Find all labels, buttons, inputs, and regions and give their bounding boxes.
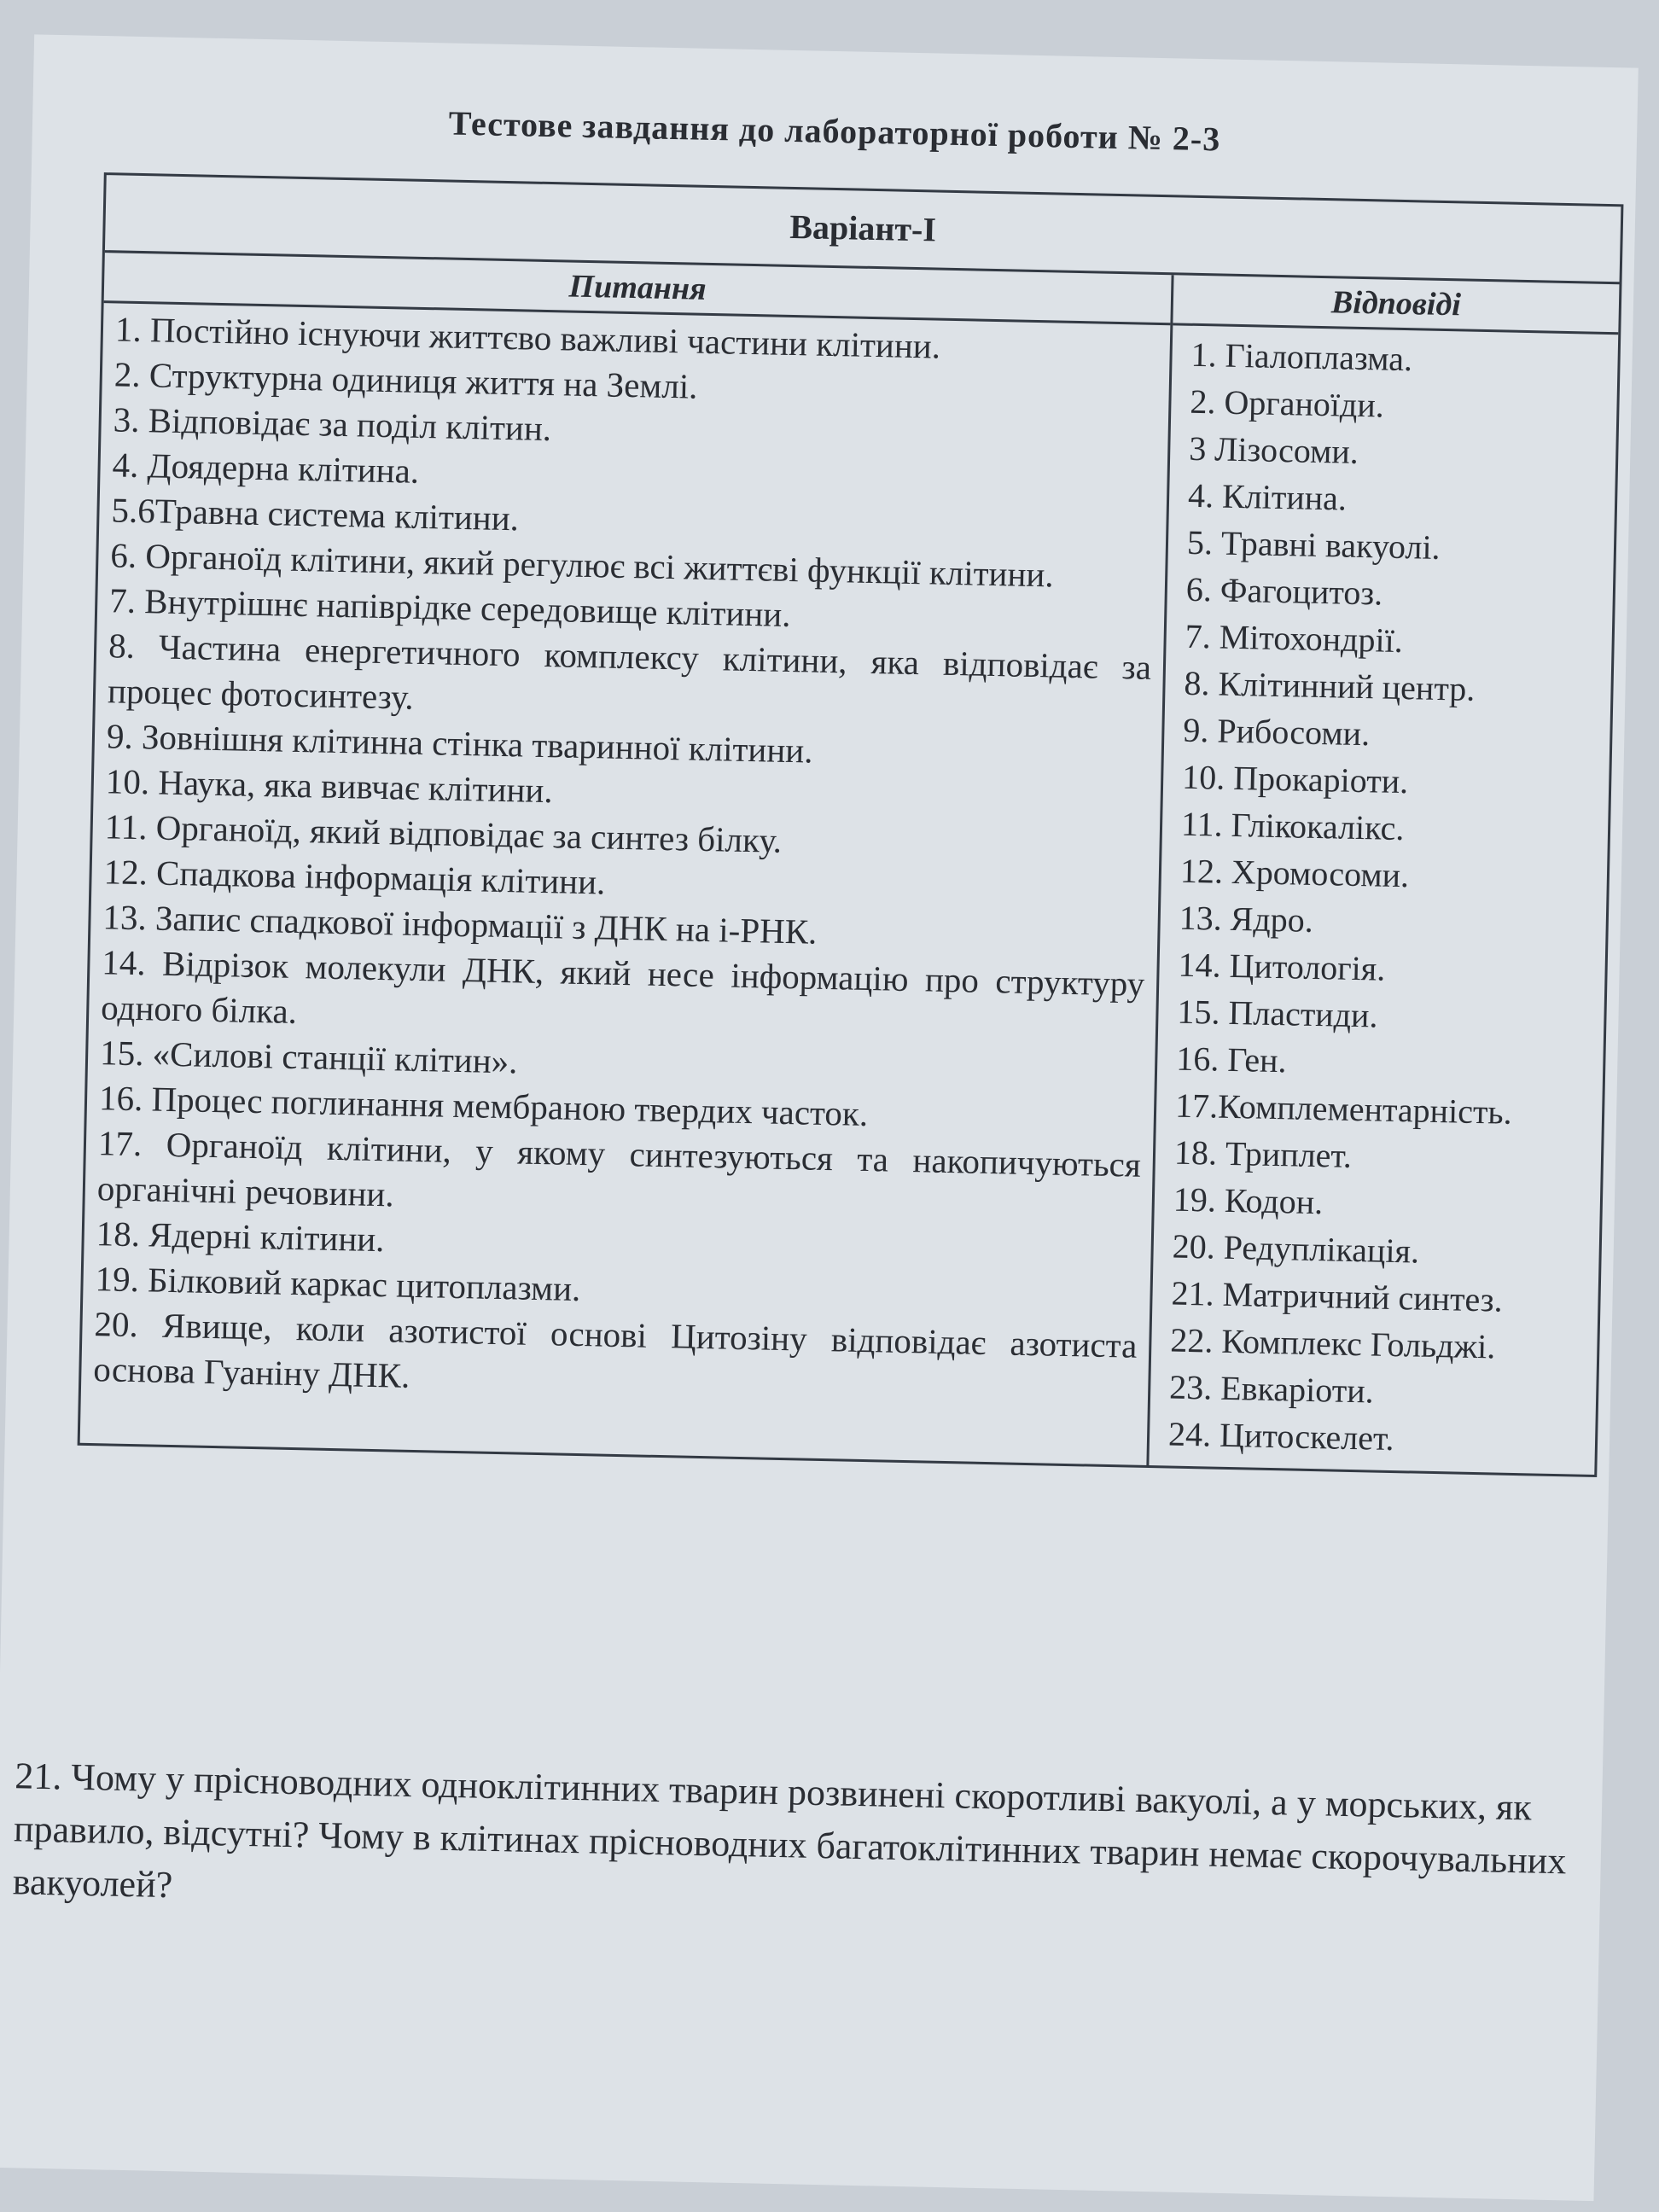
question-item: 8. Частина енергетичного комплексу клітини, яка відповідає за процес фотосинтезу. [107,626,1152,717]
variant-label: Варіант-І [105,175,1621,284]
question-item: 19. Білковий каркас цитоплазми. [95,1259,581,1309]
question-item: 17. Органоїд клітини, у якому синтезуються та накопичуються органічні речовини. [96,1123,1142,1214]
answer-item: 11. Глікокалікс. [1180,804,1405,848]
document-title: Тестове завдання до лабораторної роботи № 2-3 [448,103,1221,159]
answer-item: 13. Ядро. [1179,898,1314,940]
question-item: 10. Наука, яка вивчає клітини. [105,761,554,811]
answer-item: 10. Прокаріоти. [1181,757,1409,801]
question-item: 9. Зовнішня клітинна стінка тваринної клітини. [106,716,813,771]
question-item: 15. «Силові станції клітин». [99,1033,518,1081]
answer-item: 18. Триплет. [1173,1132,1353,1175]
questions-header: Питання [104,253,1172,325]
questions-list [81,303,1171,1426]
answer-item: 12. Хромосоми. [1179,851,1410,895]
footer-question: 21. Чому у прісноводних одноклітинних тварин розвинені скоротливі вакуолі, а у морських, як правило, відсутні? Чому в клітинах прісноводних багатоклітинних тварин немає скорочувальних вакуолей? [12,1755,1567,1906]
answer-item: 20. Редуплікація. [1172,1226,1420,1271]
answer-item: 5. Травні вакуолі. [1186,522,1441,567]
answer-item: 6. Фагоцитоз. [1185,569,1383,613]
question-item: 14. Відрізок молекули ДНК, який несе інформацію про структуру одного білка. [100,942,1145,1032]
answer-item: 22. Комплекс Гольджі. [1169,1320,1496,1366]
table-columns [80,253,1620,1475]
answer-item: 23. Евкаріоти. [1168,1367,1375,1411]
question-item: 20. Явище, коли азотистої основі Цитозіну відповідає азотиста основа Гуаніну ДНК. [92,1304,1138,1395]
answer-item: 2. Органоїди. [1190,381,1385,425]
answer-item: 19. Кодон. [1173,1179,1324,1222]
paper-sheet [0,34,1639,2201]
answers-column [1149,275,1619,1475]
answer-item: 24. Цитоскелет. [1167,1414,1394,1458]
question-item: 18. Ядерні клітини. [96,1214,385,1260]
question-item: 1. Постійно існуючи життєво важливі частини клітини. [114,309,941,366]
answer-item: 14. Цитологія. [1178,945,1386,988]
question-item: 5.6Травна система клітини. [111,490,520,538]
questions-column [80,253,1174,1465]
question-item: 11. Органоїд, який відповідає за синтез білку. [104,806,783,860]
answers-list [1149,325,1618,1475]
answer-item: 9. Рибосоми. [1182,710,1371,754]
question-item: 6. Органоїд клітини, який регулює всі життєві функції клітини. [109,535,1055,595]
question-item: 16. Процес поглинання мембраною твердих часток. [98,1078,869,1134]
answer-item: 4. Клітина. [1187,475,1348,518]
question-item: 4. Доядерна клітина. [112,445,420,491]
question-item: 12. Спадкова інформація клітини. [103,852,606,902]
answer-item: 1. Гіалоплазма. [1190,335,1413,379]
answers-header: Відповіді [1173,275,1619,335]
question-item: 3. Відповідає за поділ клітин. [113,399,552,449]
answer-item: 17.Комплементарність. [1174,1086,1513,1132]
question-item: 2. Структурна одиниця життя на Землі. [114,354,698,406]
test-table [78,172,1624,1477]
answer-item: 15. Пластиди. [1177,992,1378,1035]
answer-item: 7. Мітохондрії. [1185,616,1404,661]
question-item: 7. Внутрішнє напіврідке середовище клітини. [108,580,791,635]
answer-item: 16. Ген. [1175,1039,1288,1080]
answer-item: 3 Лізосоми. [1188,428,1359,471]
answer-item: 21. Матричний синтез. [1171,1273,1504,1319]
answer-item: 8. Клітинний центр. [1184,663,1476,708]
question-item: 13. Запис спадкової інформації з ДНК на і-РНК. [102,897,818,952]
